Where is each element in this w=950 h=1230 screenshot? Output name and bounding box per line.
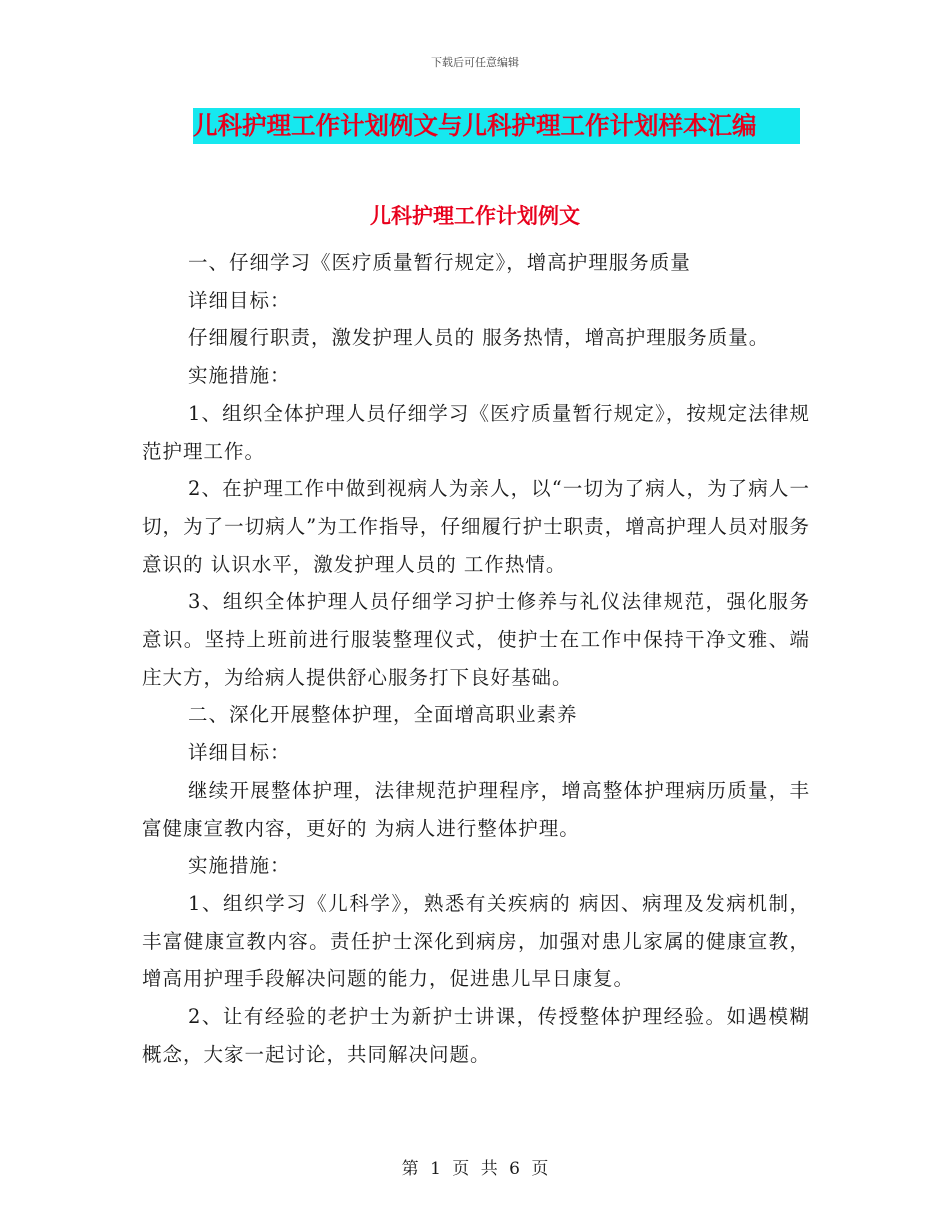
paragraph: 实施措施：: [188, 364, 291, 388]
paragraph: 3、组织全体护理人员仔细学习护士修养与礼仪法律规范，强化服务意识。坚持上班前进行服装整理仪式，使护士在工作中保持干净文雅、端庄大方，为给病人提供舒心服务打下良好基础。: [142, 590, 810, 689]
page-number: 第 1 页 共 6 页: [401, 1159, 549, 1179]
paragraph: 1、组织学习《儿科学》，熟悉有关疾病的 病因、病理及发病机制，丰富健康宣教内容。责任护士深化到病房，加强对患儿家属的健康宣教，增高用护理手段解决问题的能力，促进患儿早日康复。: [142, 891, 810, 991]
paragraph: 2、让有经验的老护士为新护士讲课，传授整体护理经验。如遇模糊概念，大家一起讨论，共同解决问题。: [142, 1005, 810, 1066]
paragraph: 实施措施：: [188, 854, 291, 878]
document-body: [142, 244, 810, 1073]
section-title: 儿科护理工作计划例文: [370, 203, 580, 228]
paragraph: 详细目标：: [188, 741, 291, 765]
paragraph: 详细目标：: [188, 288, 291, 312]
paragraph: 2、在护理工作中做到视病人为亲人，以“一切为了病人，为了病人一切，为了一切病人”为工作指导，仔细履行护士职责，增高护理人员对服务意识的 认识水平，激发护理人员的 工作热情。: [142, 477, 810, 576]
document-title: 儿科护理工作计划例文与儿科护理工作计划样本汇编: [193, 108, 800, 144]
paragraph: 一、仔细学习《医疗质量暂行规定》，增高护理服务质量: [188, 251, 691, 274]
header-note: 下载后可任意编辑: [431, 56, 519, 69]
paragraph: 1、组织全体护理人员仔细学习《医疗质量暂行规定》，按规定法律规范护理工作。: [142, 401, 810, 463]
paragraph: 二、深化开展整体护理，全面增高职业素养: [188, 703, 578, 727]
paragraph: 继续开展整体护理，法律规范护理程序，增高整体护理病历质量，丰富健康宣教内容，更好的 为病人进行整体护理。: [142, 778, 810, 840]
paragraph: 仔细履行职责，激发护理人员的 服务热情，增高护理服务质量。: [188, 326, 770, 350]
